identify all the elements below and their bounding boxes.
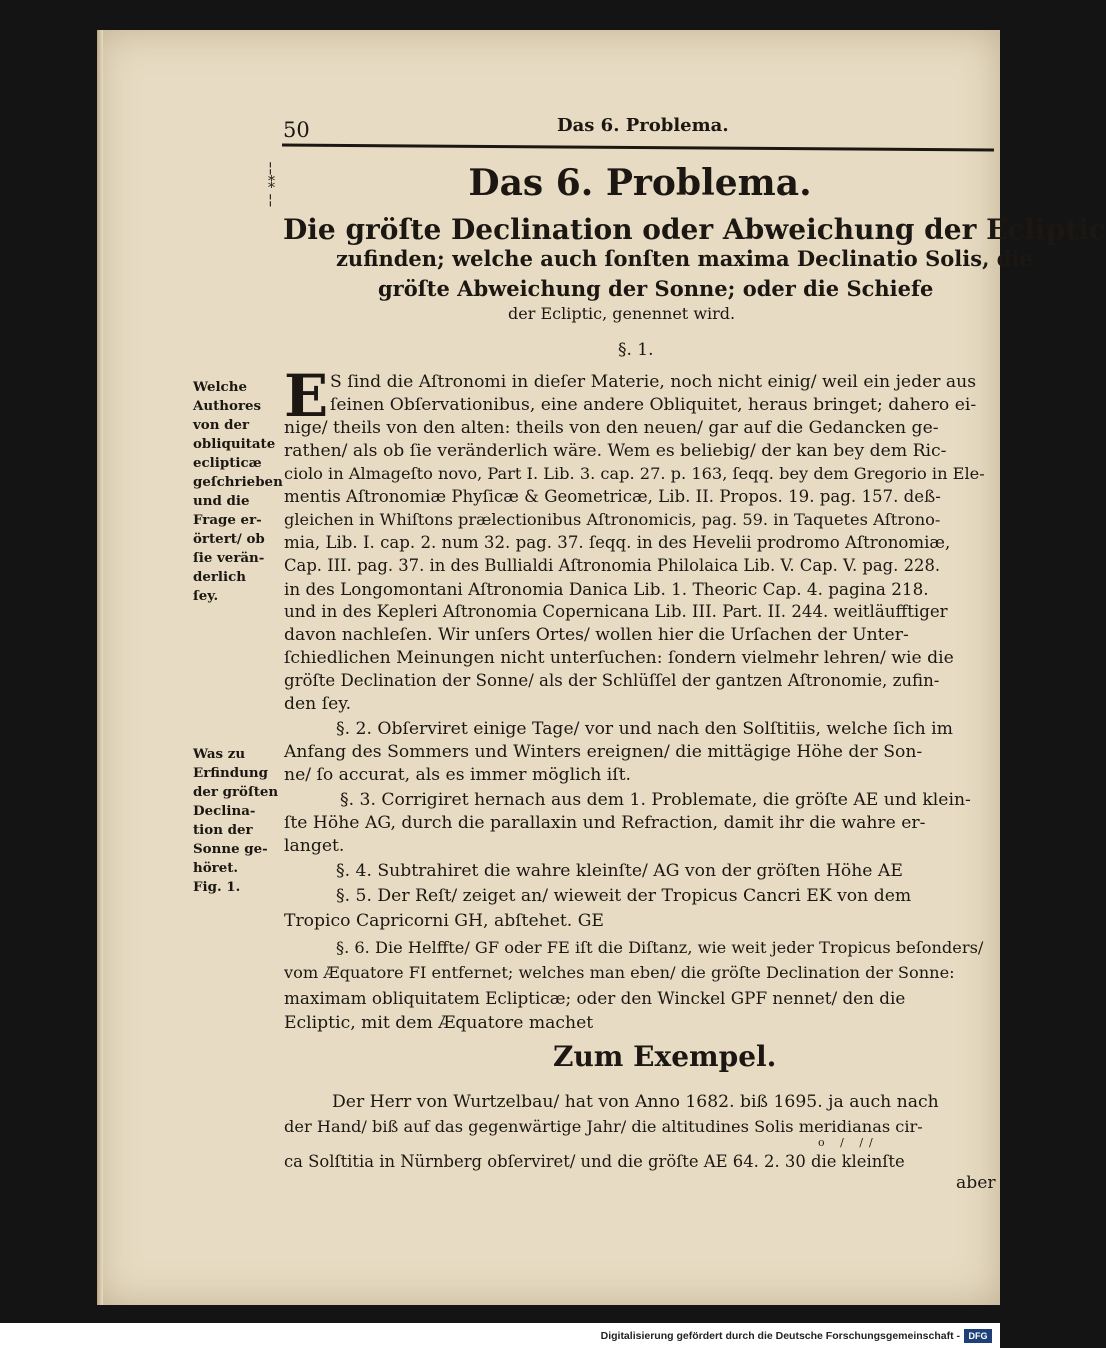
running-head: Das 6. Problema. xyxy=(557,115,729,136)
body-line: ca Solſtitia in Nürnberg obſerviret/ und die gröſte AE 64. 2. 30 die kleinſte xyxy=(284,1152,905,1171)
body-line: in des Longomontani Aſtronomia Danica Lib. 1. Theoric Cap. 4. pagina 218. xyxy=(284,579,929,599)
body-line: S ſind die Aſtronomi in dieſer Materie, noch nicht einig/ weil ein jeder aus xyxy=(330,372,977,392)
body-line: §. 4. Subtrahiret die wahre kleinſte/ AG von der gröſten Höhe AE xyxy=(336,861,903,881)
body-line: §. 6. Die Helffte/ GF oder FE iſt die Diſtanz, wie weit jeder Tropicus beſonders/ xyxy=(336,938,984,957)
body-line: vom Æquatore FI entfernet; welches man eben/ die gröſte Declination der Sonne: xyxy=(284,963,955,982)
body-line: maximam obliquitatem Eclipticæ; oder den Winckel GPF nennet/ den die xyxy=(284,988,906,1008)
problem-title: Das 6. Problema. xyxy=(468,162,812,204)
body-line: und in des Kepleri Aſtronomia Copernicana Lib. III. Part. II. 244. weitläufftiger xyxy=(284,602,948,621)
body-line: mentis Aſtronomiæ Phyſicæ & Geometricæ, Lib. II. Propos. 19. pag. 157. deß- xyxy=(284,487,941,506)
page-gutter-shadow xyxy=(97,30,103,1305)
catchword: aber xyxy=(956,1173,996,1193)
body-line: ſeinen Obſervationibus, eine andere Obliquitet, heraus bringet; dahero ei- xyxy=(330,395,977,415)
body-line: Ecliptic, mit dem Æquatore machet xyxy=(284,1013,594,1033)
body-line: der Hand/ biß auf das gegenwärtige Jahr/ die altitudines Solis meridianas cir- xyxy=(284,1117,923,1136)
body-line: davon nachleſen. Wir unſers Ortes/ wollen hier die Urſachen der Unter- xyxy=(284,625,909,645)
body-line: ne/ ſo accurat, als es immer möglich iſt. xyxy=(284,765,631,785)
body-line: §. 2. Obſerviret einige Tage/ vor und nach den Solſtitiis, welche ſich im xyxy=(336,719,953,739)
body-line: §. 5. Der Reſt/ zeiget an/ wieweit der Tropicus Cancri EK von dem xyxy=(336,886,912,906)
body-line: ciolo in Almageſto novo, Part I. Lib. 3. cap. 27. p. 163, ſeqq. bey dem Gregorio in Ele- xyxy=(284,464,985,483)
section-mark: §. 1. xyxy=(618,340,654,360)
body-line: rathen/ als ob ſie veränderlich wäre. Wem es beliebig/ der kan bey dem Ric- xyxy=(284,441,947,461)
margin-note-erfindung: Was zu Erfindung der gröſten Declina- tion der Sonne ge- höret. Fig. 1. xyxy=(193,746,279,895)
body-line: Tropico Capricorni GH, abſtehet. GE xyxy=(284,911,604,931)
body-line: gleichen in Whiſtons prælectionibus Aſtronomicis, pag. 59. in Taquetes Aſtrono- xyxy=(284,510,941,529)
footer-credit: Digitalisierung gefördert durch die Deutsche Forschungsgemeinschaft - xyxy=(600,1330,960,1342)
margin-ornament: ¦ ⁑ ¦ xyxy=(268,160,275,208)
subtitle-line: der Ecliptic, genennet wird. xyxy=(508,304,736,323)
subtitle-line: zufinden; welche auch ſonſten maxima Declinatio Solis, die xyxy=(336,246,1033,271)
body-line: ſte Höhe AG, durch die parallaxin und Refraction, damit ihr die wahre er- xyxy=(284,813,926,833)
dfg-logo: DFG xyxy=(964,1329,992,1343)
body-line: den ſey. xyxy=(284,694,352,714)
body-line: langet. xyxy=(284,836,345,856)
page-number: 50 xyxy=(283,118,310,142)
body-line: nige/ theils von den alten: theils von den neuen/ gar auf die Gedancken ge- xyxy=(284,418,939,438)
drop-cap-initial: E xyxy=(284,362,329,430)
body-line: §. 3. Corrigiret hernach aus dem 1. Problemate, die gröſte AE und klein- xyxy=(340,790,971,810)
subtitle-line: Die gröſte Declination oder Abweichung der Ecliptic xyxy=(283,213,1106,246)
subtitle-line: gröſte Abweichung der Sonne; oder die Schiefe xyxy=(378,276,934,301)
body-line: gröſte Declination der Sonne/ als der Schlüſſel der gantzen Aſtronomie, zufin- xyxy=(284,671,940,690)
body-line: Anfang des Sommers und Winters ereignen/ die mittägige Höhe der Son- xyxy=(284,742,923,762)
body-line: mia, Lib. I. cap. 2. num 32. pag. 37. ſeqq. in des Hevelii prodromo Aſtronomiæ, xyxy=(284,533,951,552)
example-heading: Zum Exempel. xyxy=(553,1040,777,1073)
body-line: ſchiedlichen Meinungen nicht unterſuchen: ſondern vielmehr lehren/ wie die xyxy=(284,648,954,668)
degree-minute-second-marks: o / // xyxy=(818,1136,879,1149)
body-line: Cap. III. pag. 37. in des Bullialdi Aſtronomia Philolaica Lib. V. Cap. V. pag. 228. xyxy=(284,556,941,575)
body-line: Der Herr von Wurtzelbau/ hat von Anno 1682. biß 1695. ja auch nach xyxy=(332,1092,939,1112)
margin-note-authores: Welche Authores von der obliquitate eclipticæ geſchrieben und die Frage er- örtert/ ob ſie verän- derlich ſey. xyxy=(193,379,283,604)
